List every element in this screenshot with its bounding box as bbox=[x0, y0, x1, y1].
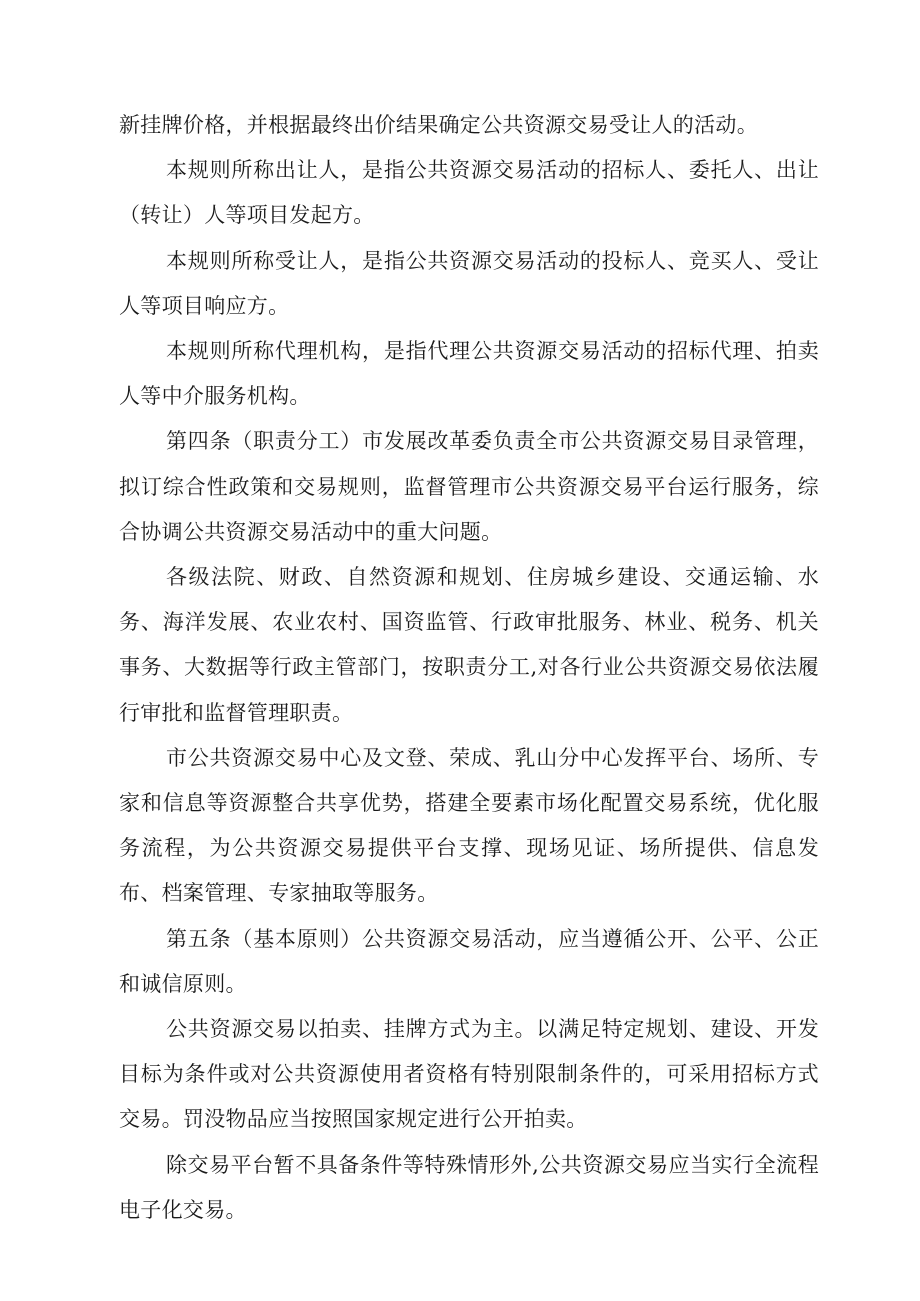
paragraph-agency-definition: 本规则所称代理机构，是指代理公共资源交易活动的招标代理、拍卖人等中介服务机构。 bbox=[119, 339, 819, 409]
paragraph-article-4: 第四条（职责分工）市发展改革委负责全市公共资源交易目录管理，拟订综合性政策和交易规则，监督管理市公共资源交易平台运行服务，综合协调公共资源交易活动中的重大问题。 bbox=[119, 429, 819, 544]
paragraph-electronic-trading: 除交易平台暂不具备条件等特殊情形外,公共资源交易应当实行全流程电子化交易。 bbox=[119, 1152, 819, 1222]
paragraph-trading-center: 市公共资源交易中心及文登、荣成、乳山分中心发挥平台、场所、专家和信息等资源整合共享优势，搭建全要素市场化配置交易系统，优化服务流程，为公共资源交易提供平台支撑、现场见证、场所提供、信息发布、档案管理、专家抽取等服务。 bbox=[119, 745, 819, 906]
paragraph-transferee-definition: 本规则所称受让人，是指公共资源交易活动的投标人、竞买人、受让人等项目响应方。 bbox=[119, 248, 819, 318]
paragraph-transferor-definition: 本规则所称出让人，是指公共资源交易活动的招标人、委托人、出让（转让）人等项目发起方。 bbox=[119, 158, 819, 228]
paragraph-continuation: 新挂牌价格，并根据最终出价结果确定公共资源交易受让人的活动。 bbox=[119, 113, 758, 137]
paragraph-departments-duties: 各级法院、财政、自然资源和规划、住房城乡建设、交通运输、水务、海洋发展、农业农村、国资监管、行政审批服务、林业、税务、机关事务、大数据等行政主管部门，按职责分工,对各行业公共资源交易依法履行审批和监督管理职责。 bbox=[119, 565, 819, 725]
document-body bbox=[119, 103, 819, 1233]
paragraph-trading-methods: 公共资源交易以拍卖、挂牌方式为主。以满足特定规划、建设、开发目标为条件或对公共资源使用者资格有特别限制条件的，可采用招标方式交易。罚没物品应当按照国家规定进行公开拍卖。 bbox=[119, 1017, 819, 1132]
paragraph-article-5: 第五条（基本原则）公共资源交易活动，应当遵循公开、公平、公正和诚信原则。 bbox=[119, 926, 819, 996]
